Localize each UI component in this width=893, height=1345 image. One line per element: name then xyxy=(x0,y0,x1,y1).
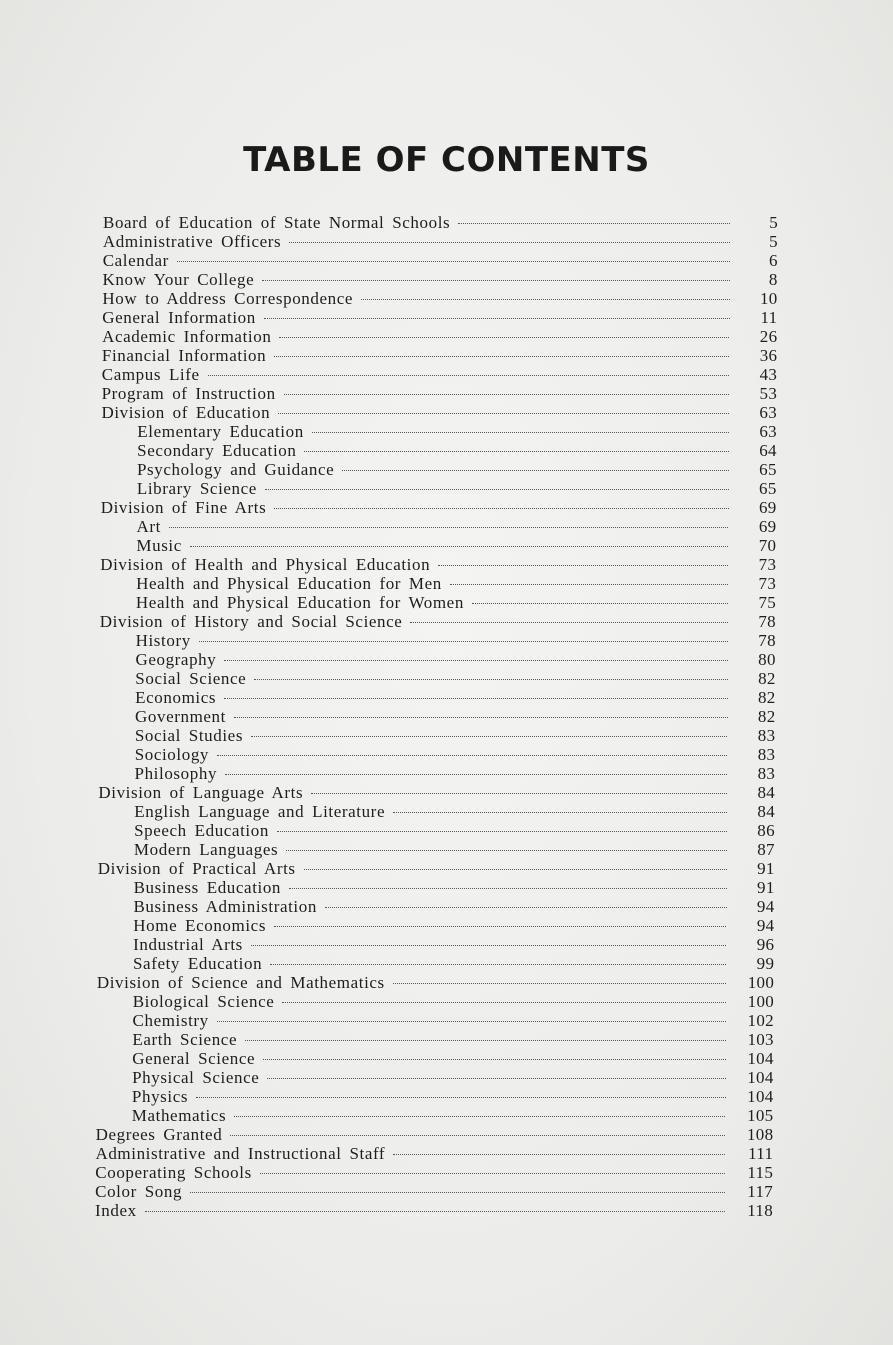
toc-dot-leader xyxy=(234,717,728,718)
toc-entry xyxy=(0,1030,774,1049)
toc-entry xyxy=(0,783,775,802)
toc-entry-page-number: 87 xyxy=(757,840,775,859)
toc-entry-label: Division of Health and Physical Education xyxy=(100,555,431,574)
toc-entry-label: Division of History and Social Science xyxy=(99,612,403,631)
toc-entry-label: Modern Languages xyxy=(133,840,279,859)
toc-dot-leader xyxy=(169,527,728,528)
toc-dot-leader xyxy=(145,1211,725,1212)
toc-entry-label: Board of Education of State Normal Schools xyxy=(103,213,451,232)
toc-entry-page-number: 94 xyxy=(756,916,775,935)
toc-entry-label: Division of Fine Arts xyxy=(100,498,267,517)
table-of-contents xyxy=(0,213,893,1220)
toc-entry-page-number: 100 xyxy=(747,973,775,992)
toc-entry xyxy=(0,308,778,327)
toc-dot-leader xyxy=(199,641,728,642)
toc-dot-leader xyxy=(263,1059,726,1060)
toc-dot-leader xyxy=(217,755,727,756)
toc-dot-leader xyxy=(224,660,727,661)
toc-entry xyxy=(0,897,775,916)
toc-entry xyxy=(0,650,776,669)
toc-entry-page-number: 84 xyxy=(757,783,776,802)
toc-entry-page-number: 99 xyxy=(756,954,775,973)
toc-dot-leader xyxy=(225,774,727,775)
toc-entry-label: Financial Information xyxy=(101,346,267,365)
toc-dot-leader xyxy=(260,1173,725,1174)
toc-entry-label: Administrative and Instructional Staff xyxy=(95,1144,386,1163)
toc-dot-leader xyxy=(265,489,729,490)
toc-entry-label: Music xyxy=(136,536,182,555)
toc-entry xyxy=(0,574,776,593)
toc-entry-label: Safety Education xyxy=(133,954,263,973)
toc-entry xyxy=(0,1011,774,1030)
toc-dot-leader xyxy=(304,869,727,870)
toc-entry-page-number: 91 xyxy=(757,878,775,897)
toc-dot-leader xyxy=(267,1078,725,1079)
toc-entry-page-number: 78 xyxy=(758,612,776,631)
toc-entry xyxy=(0,289,778,308)
toc-entry-label: Physical Science xyxy=(132,1068,260,1087)
toc-dot-leader xyxy=(224,698,728,699)
toc-entry xyxy=(0,498,777,517)
toc-entry-page-number: 82 xyxy=(757,707,776,726)
toc-dot-leader xyxy=(190,1192,725,1193)
toc-entry-label: Physics xyxy=(131,1087,189,1106)
toc-entry xyxy=(0,802,775,821)
toc-entry xyxy=(0,327,777,346)
toc-dot-leader xyxy=(190,546,728,547)
toc-entry xyxy=(0,1087,774,1106)
toc-dot-leader xyxy=(458,223,730,224)
toc-entry-label: Program of Instruction xyxy=(101,384,276,403)
toc-entry xyxy=(0,232,778,251)
toc-entry xyxy=(0,422,777,441)
toc-entry xyxy=(0,536,776,555)
toc-entry-page-number: 63 xyxy=(759,422,777,441)
toc-entry-label: Elementary Education xyxy=(137,422,304,441)
toc-entry-page-number: 118 xyxy=(747,1201,773,1220)
toc-entry-page-number: 78 xyxy=(758,631,776,650)
toc-entry xyxy=(0,1049,774,1068)
toc-entry xyxy=(0,403,777,422)
toc-entry-page-number: 115 xyxy=(747,1163,774,1182)
toc-dot-leader xyxy=(304,451,728,452)
toc-entry-label: Division of Education xyxy=(101,403,271,422)
toc-entry-label: Mathematics xyxy=(131,1106,227,1125)
toc-entry-page-number: 103 xyxy=(747,1030,774,1049)
toc-entry xyxy=(0,973,774,992)
toc-entry-page-number: 73 xyxy=(758,555,777,574)
toc-entry-label: Art xyxy=(136,517,161,536)
toc-entry-label: Know Your College xyxy=(102,270,255,289)
toc-entry-page-number: 11 xyxy=(760,308,778,327)
toc-entry xyxy=(0,251,778,270)
toc-entry-label: Health and Physical Education for Women xyxy=(135,593,464,612)
toc-dot-leader xyxy=(410,622,728,623)
toc-entry xyxy=(0,346,777,365)
toc-dot-leader xyxy=(438,565,728,566)
toc-entry-page-number: 43 xyxy=(759,365,778,384)
toc-entry-label: Business Education xyxy=(133,878,282,897)
toc-entry-page-number: 10 xyxy=(759,289,778,308)
toc-entry-label: Chemistry xyxy=(132,1011,209,1030)
toc-entry-label: General Information xyxy=(102,308,256,327)
toc-dot-leader xyxy=(196,1097,725,1098)
toc-entry-label: English Language and Literature xyxy=(134,802,386,821)
toc-dot-leader xyxy=(274,508,728,509)
toc-entry xyxy=(0,821,775,840)
toc-dot-leader xyxy=(264,318,730,319)
toc-dot-leader xyxy=(274,926,726,927)
toc-dot-leader xyxy=(286,850,727,851)
toc-entry-label: Division of Practical Arts xyxy=(97,859,296,878)
toc-dot-leader xyxy=(393,812,727,813)
toc-entry xyxy=(0,612,776,631)
toc-entry-label: Color Song xyxy=(95,1182,183,1201)
toc-entry-page-number: 82 xyxy=(758,669,776,688)
toc-entry xyxy=(0,1182,773,1201)
toc-entry-label: Administrative Officers xyxy=(102,232,282,251)
toc-entry xyxy=(0,992,774,1011)
toc-entry-label: Philosophy xyxy=(134,764,218,783)
toc-entry xyxy=(0,555,776,574)
toc-entry-label: Business Administration xyxy=(133,897,317,916)
toc-entry xyxy=(0,441,777,460)
toc-entry xyxy=(0,479,777,498)
toc-dot-leader xyxy=(393,1154,725,1155)
toc-entry xyxy=(0,365,777,384)
toc-entry xyxy=(0,460,777,479)
toc-dot-leader xyxy=(270,964,726,965)
toc-dot-leader xyxy=(230,1135,725,1136)
toc-entry-label: How to Address Correspondence xyxy=(102,289,354,308)
toc-entry-label: Social Studies xyxy=(134,726,244,745)
toc-entry-page-number: 69 xyxy=(758,517,777,536)
toc-dot-leader xyxy=(284,394,729,395)
toc-entry-label: Psychology and Guidance xyxy=(137,460,335,479)
toc-dot-leader xyxy=(282,1002,726,1003)
toc-entry-page-number: 83 xyxy=(757,726,776,745)
toc-entry-label: Secondary Education xyxy=(137,441,297,460)
toc-entry-page-number: 63 xyxy=(759,403,778,422)
toc-dot-leader xyxy=(311,793,727,794)
toc-entry xyxy=(0,859,775,878)
toc-entry xyxy=(0,517,776,536)
toc-dot-leader xyxy=(274,356,729,357)
toc-entry-label: Degrees Granted xyxy=(95,1125,223,1144)
toc-entry-page-number: 75 xyxy=(758,593,777,612)
toc-entry-page-number: 83 xyxy=(757,764,776,783)
toc-entry-page-number: 26 xyxy=(759,327,778,346)
toc-entry-page-number: 108 xyxy=(746,1125,774,1144)
toc-entry-page-number: 80 xyxy=(758,650,776,669)
toc-entry-page-number: 53 xyxy=(759,384,778,403)
toc-entry-label: Government xyxy=(135,707,226,726)
toc-entry-page-number: 96 xyxy=(756,935,775,954)
toc-entry-page-number: 102 xyxy=(747,1011,774,1030)
toc-entry xyxy=(0,688,776,707)
toc-entry xyxy=(0,878,775,897)
toc-dot-leader xyxy=(278,413,729,414)
toc-entry-label: Campus Life xyxy=(101,365,200,384)
toc-entry-page-number: 5 xyxy=(769,213,778,232)
toc-entry-page-number: 86 xyxy=(757,821,775,840)
toc-entry xyxy=(0,1125,773,1144)
toc-dot-leader xyxy=(393,983,726,984)
toc-entry-label: General Science xyxy=(132,1049,256,1068)
toc-entry-label: Academic Information xyxy=(102,327,272,346)
toc-entry-page-number: 117 xyxy=(747,1182,774,1201)
toc-entry-label: Speech Education xyxy=(134,821,269,840)
toc-entry-label: Calendar xyxy=(102,251,169,270)
toc-entry-label: Earth Science xyxy=(132,1030,238,1049)
toc-dot-leader xyxy=(245,1040,726,1041)
toc-entry xyxy=(0,631,776,650)
toc-entry xyxy=(0,840,775,859)
toc-dot-leader xyxy=(208,375,730,376)
toc-entry xyxy=(0,745,775,764)
toc-entry-label: Social Science xyxy=(135,669,247,688)
toc-dot-leader xyxy=(361,299,730,300)
toc-entry xyxy=(0,916,774,935)
toc-entry xyxy=(0,1201,773,1220)
toc-entry-label: Index xyxy=(95,1201,137,1220)
toc-entry-page-number: 94 xyxy=(756,897,775,916)
toc-dot-leader xyxy=(289,888,727,889)
toc-entry-label: Cooperating Schools xyxy=(95,1163,252,1182)
toc-dot-leader xyxy=(472,603,728,604)
toc-entry-label: Geography xyxy=(135,650,217,669)
toc-dot-leader xyxy=(177,261,730,262)
toc-entry-label: Economics xyxy=(135,688,217,707)
toc-entry xyxy=(0,1068,774,1087)
toc-entry xyxy=(0,384,777,403)
toc-entry xyxy=(0,669,776,688)
toc-entry-label: Biological Science xyxy=(132,992,275,1011)
toc-entry-page-number: 65 xyxy=(759,460,777,479)
toc-entry-label: Library Science xyxy=(136,479,257,498)
toc-entry-label: History xyxy=(135,631,191,650)
toc-entry xyxy=(0,213,778,232)
toc-dot-leader xyxy=(342,470,728,471)
toc-dot-leader xyxy=(234,1116,725,1117)
toc-entry-page-number: 70 xyxy=(758,536,777,555)
toc-entry-page-number: 36 xyxy=(759,346,778,365)
toc-entry-page-number: 104 xyxy=(747,1068,774,1087)
toc-dot-leader xyxy=(217,1021,726,1022)
toc-dot-leader xyxy=(325,907,727,908)
toc-entry-label: Industrial Arts xyxy=(133,935,243,954)
toc-entry xyxy=(0,1144,773,1163)
page-title: TABLE OF CONTENTS xyxy=(243,140,650,180)
toc-entry-page-number: 84 xyxy=(757,802,775,821)
toc-entry xyxy=(0,726,775,745)
toc-dot-leader xyxy=(279,337,729,338)
toc-dot-leader xyxy=(262,280,729,281)
toc-entry-page-number: 8 xyxy=(768,270,778,289)
toc-dot-leader xyxy=(277,831,727,832)
toc-entry xyxy=(0,1163,773,1182)
toc-entry-page-number: 5 xyxy=(769,232,778,251)
toc-entry-page-number: 73 xyxy=(758,574,777,593)
toc-entry-page-number: 91 xyxy=(757,859,775,878)
toc-entry-page-number: 69 xyxy=(758,498,777,517)
toc-entry xyxy=(0,270,778,289)
toc-dot-leader xyxy=(251,736,727,737)
toc-entry-label: Sociology xyxy=(134,745,210,764)
toc-entry-label: Division of Language Arts xyxy=(98,783,304,802)
toc-dot-leader xyxy=(289,242,730,243)
toc-entry xyxy=(0,1106,773,1125)
toc-entry xyxy=(0,764,775,783)
toc-entry-page-number: 105 xyxy=(747,1106,774,1125)
toc-entry-page-number: 104 xyxy=(747,1049,774,1068)
toc-entry-page-number: 82 xyxy=(757,688,776,707)
toc-entry xyxy=(0,707,776,726)
toc-entry-page-number: 6 xyxy=(768,251,778,270)
toc-entry-label: Home Economics xyxy=(133,916,267,935)
toc-entry-label: Division of Science and Mathematics xyxy=(96,973,385,992)
toc-entry-page-number: 104 xyxy=(747,1087,774,1106)
toc-entry xyxy=(0,593,776,612)
toc-dot-leader xyxy=(251,945,726,946)
toc-entry-page-number: 64 xyxy=(759,441,777,460)
toc-dot-leader xyxy=(312,432,729,433)
toc-entry xyxy=(0,935,774,954)
toc-entry-page-number: 83 xyxy=(757,745,776,764)
toc-entry xyxy=(0,954,774,973)
toc-dot-leader xyxy=(450,584,728,585)
toc-dot-leader xyxy=(254,679,727,680)
toc-entry-page-number: 100 xyxy=(747,992,775,1011)
toc-entry-page-number: 111 xyxy=(748,1144,774,1163)
toc-entry-label: Health and Physical Education for Men xyxy=(136,574,442,593)
toc-entry-page-number: 65 xyxy=(759,479,777,498)
